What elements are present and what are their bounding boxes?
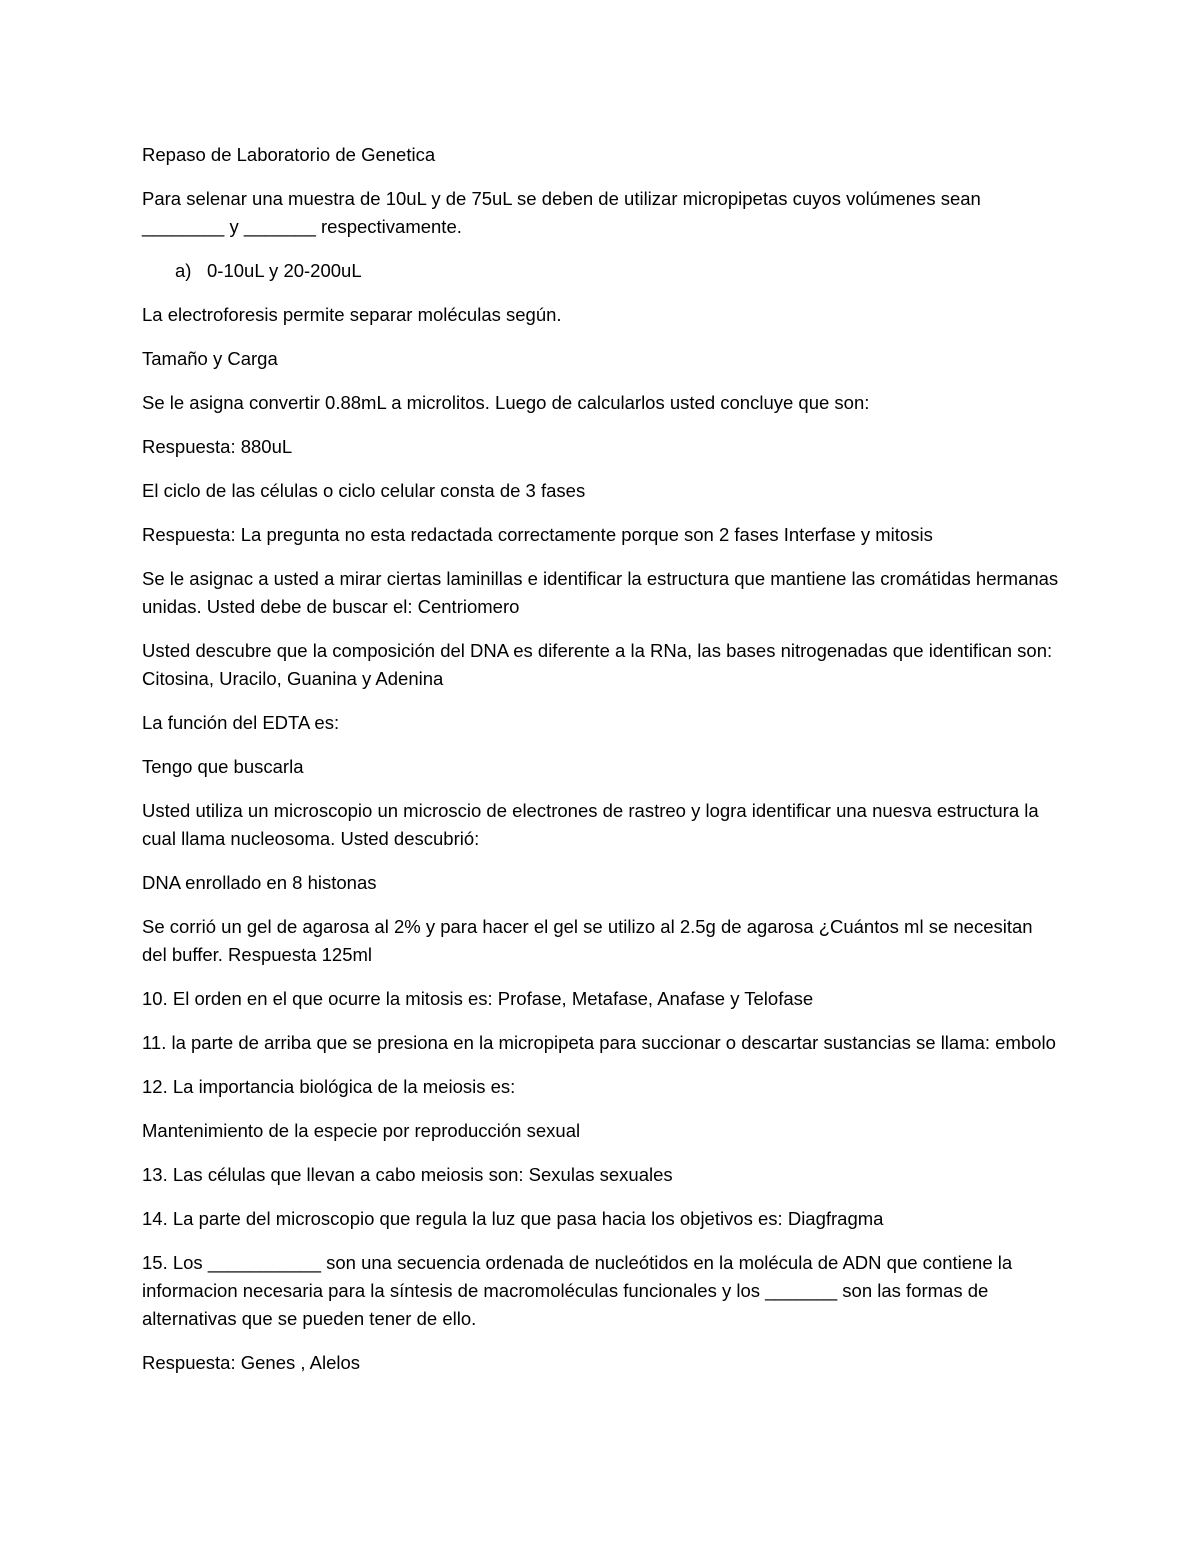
question-9: Se corrió un gel de agarosa al 2% y para hacer el gel se utilizo al 2.5g de agarosa ¿Cuántos ml se necesitan del buffer. Respuesta 125ml	[142, 916, 1033, 965]
question-6: Usted descubre que la composición del DNA es diferente a la RNa, las bases nitrogenadas que identifican son: Citosina, Uracilo, Guanina y Adenina	[142, 640, 1053, 689]
question-15: 15. Los ___________ son una secuencia ordenada de nucleótidos en la molécula de ADN que contiene la informacion necesaria para la síntesis de macromoléculas funcionales y los _______ son las formas de alternativas que se pueden tener de ello.	[142, 1252, 1013, 1329]
question-13: 13. Las células que llevan a cabo meiosis son: Sexulas sexuales	[142, 1164, 673, 1185]
question-11: 11. la parte de arriba que se presiona en la micropipeta para succionar o descartar sustancias se llama: embolo	[142, 1032, 1056, 1053]
answer-12: Mantenimiento de la especie por reproducción sexual	[142, 1120, 581, 1141]
answer-3: Respuesta: 880uL	[142, 436, 293, 457]
question-1: Para selenar una muestra de 10uL y de 75uL se deben de utilizar micropipetas cuyos volúmenes sean ________ y _______ respectivamente.	[142, 188, 981, 237]
answer-15: Respuesta: Genes , Alelos	[142, 1352, 361, 1373]
answer-8: DNA enrollado en 8 histonas	[142, 872, 377, 893]
option-text: 0-10uL y 20-200uL	[207, 260, 362, 281]
question-3: Se le asigna convertir 0.88mL a microlitos. Luego de calcularlos usted concluye que son:	[142, 392, 870, 413]
question-4: El ciclo de las células o ciclo celular consta de 3 fases	[142, 480, 586, 501]
question-5: Se le asignac a usted a mirar ciertas laminillas e identificar la estructura que mantiene las cromátidas hermanas unidas. Usted debe de buscar el: Centriomero	[142, 568, 1059, 617]
document-body	[142, 141, 1062, 1393]
answer-4: Respuesta: La pregunta no esta redactada correctamente porque son 2 fases Interfase y mitosis	[142, 524, 933, 545]
answer-7: Tengo que buscarla	[142, 756, 304, 777]
question-14: 14. La parte del microscopio que regula la luz que pasa hacia los objetivos es: Diagfragma	[142, 1208, 884, 1229]
question-12: 12. La importancia biológica de la meiosis es:	[142, 1076, 516, 1097]
question-7: La función del EDTA es:	[142, 712, 340, 733]
question-10: 10. El orden en el que ocurre la mitosis es: Profase, Metafase, Anafase y Telofase	[142, 988, 814, 1009]
question-8: Usted utiliza un microscopio un microscio de electrones de rastreo y logra identificar una nuesva estructura la cual llama nucleosoma. Usted descubrió:	[142, 800, 1039, 849]
question-2: La electroforesis permite separar moléculas según.	[142, 304, 562, 325]
document-title: Repaso de Laboratorio de Genetica	[142, 144, 436, 165]
question-1-option	[142, 257, 1062, 285]
answer-2: Tamaño y Carga	[142, 348, 278, 369]
option-marker: a)	[175, 260, 192, 281]
